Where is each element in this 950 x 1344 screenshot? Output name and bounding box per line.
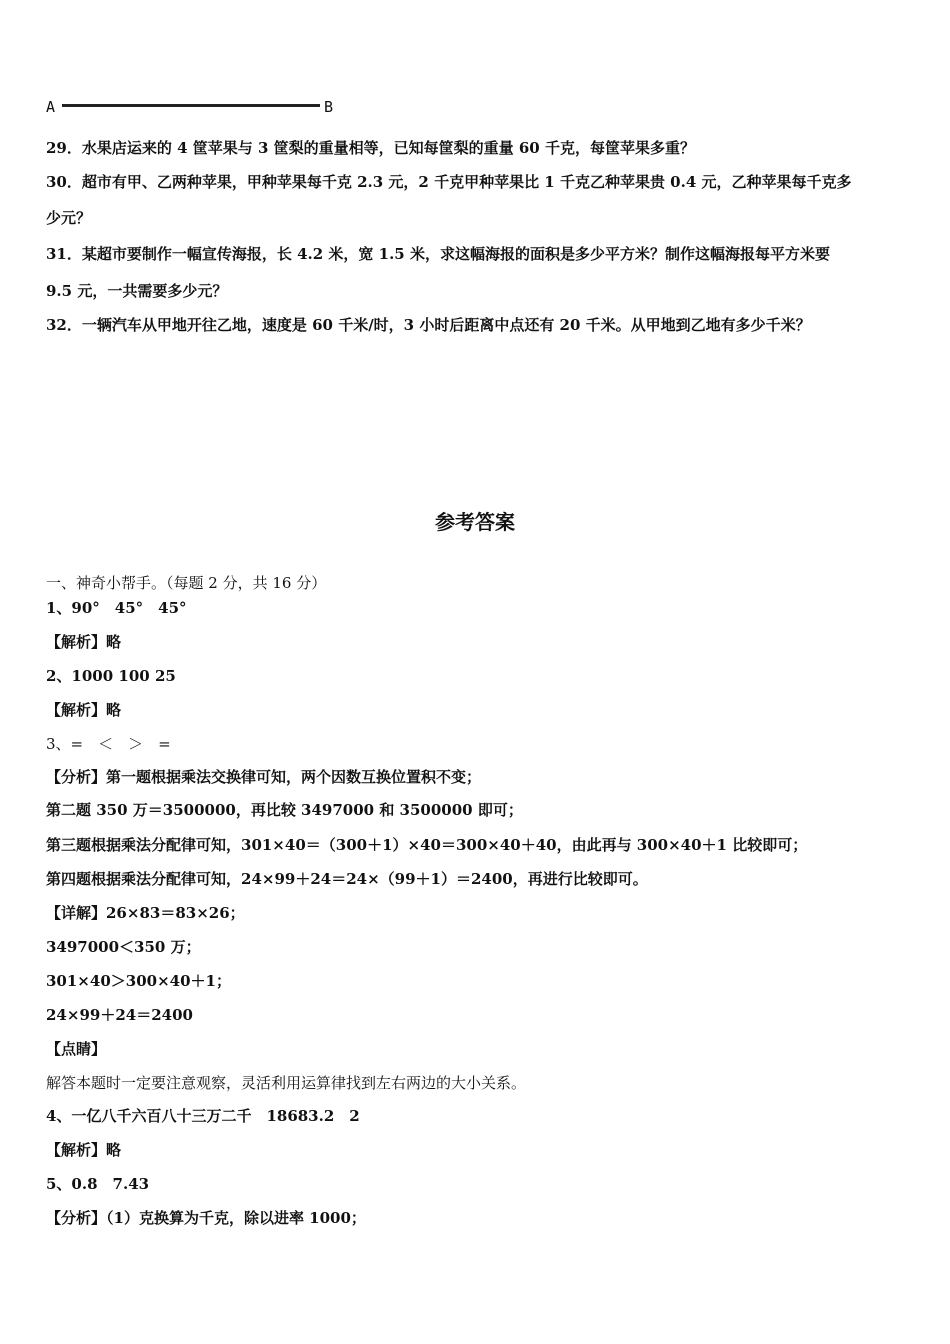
- answer-3-detail-2: 3497000＜350 万；: [46, 938, 201, 956]
- answer-2: 2、1000 100 25: [46, 667, 176, 685]
- answer-5-analysis: 【分析】（1）克换算为千克，除以进率 1000；: [46, 1209, 366, 1227]
- answer-3-analysis-1: 【分析】第一题根据乘法交换律可知，两个因数互换位置积不变；: [46, 768, 482, 786]
- answer-title: 参考答案: [435, 510, 515, 534]
- segment-line: [62, 104, 320, 107]
- question-31-line2: 9.5 元，一共需要多少元？: [46, 282, 228, 300]
- question-32: 32．一辆汽车从甲地开往乙地，速度是 60 千米/时，3 小时后距离中点还有 20 千米。从甲地到乙地有多少千米？: [46, 316, 811, 334]
- answer-1: 1、90° 45° 45°: [46, 599, 187, 617]
- question-30-line2: 少元？: [46, 209, 92, 227]
- answer-3-detail-3: 301×40＞300×40＋1；: [46, 972, 231, 990]
- answer-3-analysis-4: 第四题根据乘法分配律可知，24×99＋24＝24×（99＋1）＝2400，再进行比较即可。: [46, 870, 648, 888]
- answer-4: 4、一亿八千六百八十三万二千 18683.2 2: [46, 1107, 360, 1125]
- question-31-line1: 31．某超市要制作一幅宣传海报，长 4.2 米，宽 1.5 米，求这幅海报的面积是多少平方米？制作这幅海报每平方米要: [46, 245, 830, 263]
- answer-1-note: 【解析】略: [46, 633, 122, 651]
- answer-3-detail-1: 【详解】26×83＝83×26；: [46, 904, 245, 922]
- question-29: 29．水果店运来的 4 筐苹果与 3 筐梨的重量相等，已知每筐梨的重量 60 千克，每筐苹果多重？: [46, 139, 695, 157]
- answer-3-tip: 解答本题时一定要注意观察，灵活利用运算律找到左右两边的大小关系。: [46, 1074, 527, 1092]
- answer-3-tip-label: 【点睛】: [46, 1040, 107, 1058]
- answer-3-detail-4: 24×99＋24＝2400: [46, 1006, 193, 1024]
- section-heading: 一、神奇小帮手。（每题 2 分，共 16 分）: [46, 574, 327, 592]
- segment-label-b: B: [324, 98, 334, 116]
- answer-4-note: 【解析】略: [46, 1141, 122, 1159]
- segment-label-a: A: [46, 98, 56, 116]
- answer-3-analysis-2: 第二题 350 万＝3500000，再比较 3497000 和 3500000 即可；: [46, 801, 523, 819]
- answer-2-note: 【解析】略: [46, 701, 122, 719]
- answer-5: 5、0.8 7.43: [46, 1175, 150, 1193]
- answer-3-analysis-3: 第三题根据乘法分配律可知，301×40＝（300＋1）×40＝300×40＋40，由此再与 300×40＋1 比较即可；: [46, 836, 808, 854]
- question-30-line1: 30．超市有甲、乙两种苹果，甲种苹果每千克 2.3 元，2 千克甲种苹果比 1 千克乙种苹果贵 0.4 元，乙种苹果每千克多: [46, 173, 852, 191]
- answer-3: 3、= ＜ ＞ =: [46, 735, 171, 753]
